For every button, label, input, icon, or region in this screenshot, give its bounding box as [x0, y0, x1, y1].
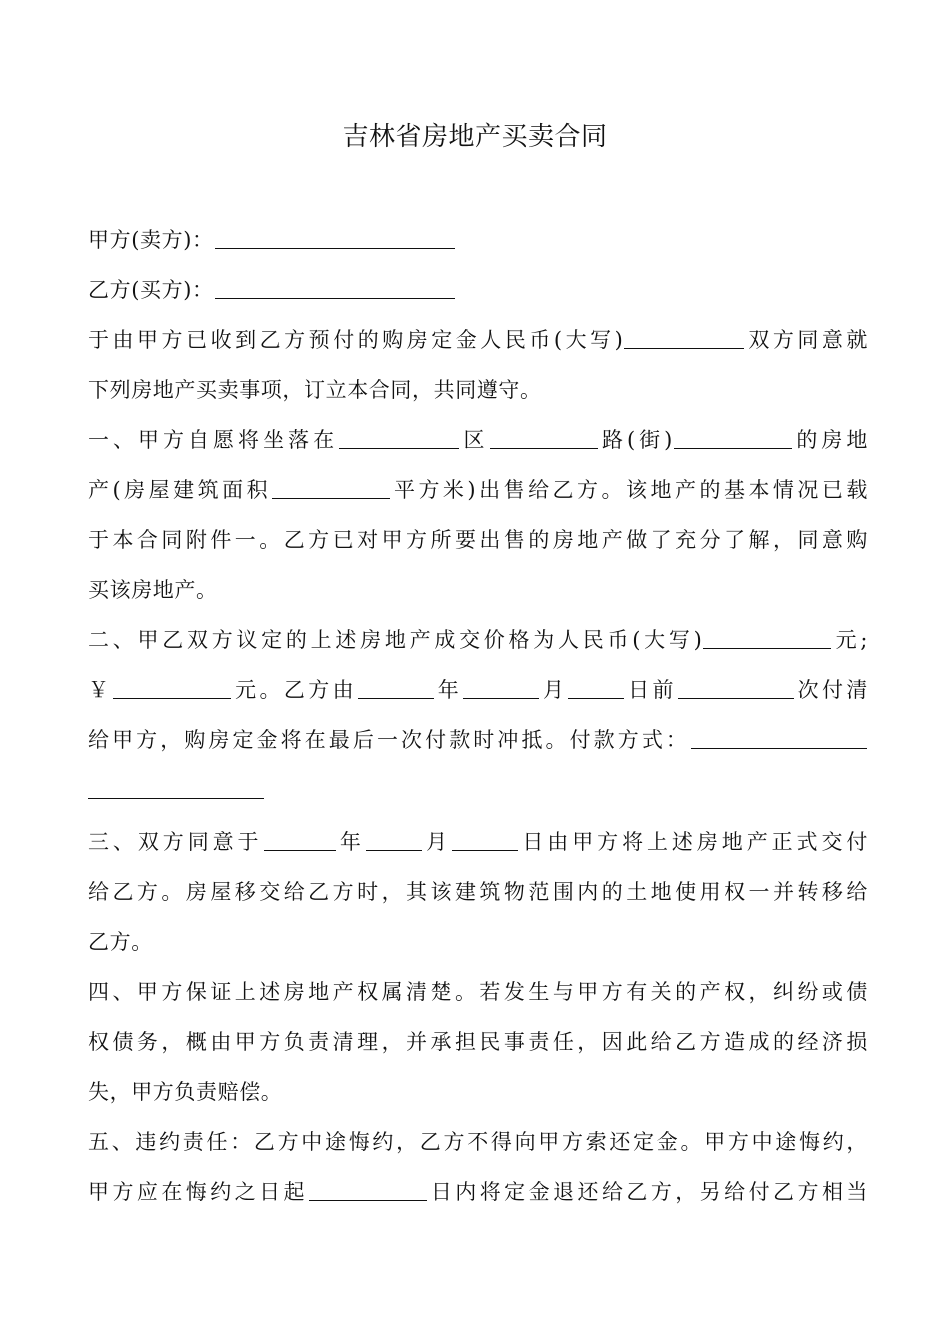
pay-month-blank: [463, 676, 539, 699]
clause4-line-1: [88, 967, 868, 1017]
clause5-line-1: [88, 1117, 868, 1167]
clause1-line-1: [88, 415, 868, 465]
deposit-amount-blank: [624, 326, 744, 349]
clause4-line-2: [88, 1017, 868, 1067]
installments-blank: [678, 676, 794, 699]
clause3-text-1a: 三、双方同意于: [88, 830, 263, 854]
payment-method-blank-continued: [88, 776, 264, 799]
clause1-line-3: [88, 515, 868, 565]
party-a-blank: [215, 226, 455, 249]
area-blank: [272, 476, 390, 499]
clause5-text-2b: 日内将定金退还给乙方，另给付乙方相当: [428, 1180, 868, 1204]
party-b-line: [88, 265, 868, 315]
pay-day-blank: [568, 676, 624, 699]
clause4-text-2: 权债务，概由甲方负责清理，并承担民事责任，因此给乙方造成的经济损: [88, 1030, 868, 1054]
clause5-text-1: 五、违约责任：乙方中途悔约，乙方不得向甲方索还定金。甲方中途悔约，: [88, 1130, 868, 1154]
intro-line-1: [88, 315, 868, 365]
clause4-text-1: 四、甲方保证上述房地产权属清楚。若发生与甲方有关的产权，纠纷或债: [88, 980, 868, 1004]
clause2-text-2b: 元。乙方由: [232, 678, 358, 702]
clause1-text-1b: 区: [460, 428, 489, 452]
price-words-blank: [703, 626, 831, 649]
clause3-text-1b: 年: [336, 830, 365, 854]
clause3-line-1: [88, 817, 868, 867]
intro-text-2: 下列房地产买卖事项，订立本合同，共同遵守。: [88, 378, 542, 402]
clause4-text-3: 失，甲方负责赔偿。: [88, 1080, 283, 1104]
clause2-line-3: [88, 715, 868, 765]
yuan-sign: ￥: [88, 678, 113, 702]
clause5-text-2a: 甲方应在悔约之日起: [88, 1180, 308, 1204]
number-blank: [674, 426, 792, 449]
party-a-line: [88, 215, 868, 265]
clause2-text-1b: 元;: [832, 628, 869, 652]
clause2-text-2f: 次付清: [794, 678, 868, 702]
intro-text-1a: 于由甲方已收到乙方预付的购房定金人民币(大写): [88, 328, 624, 352]
clause2-text-1a: 二、甲乙双方议定的上述房地产成交价格为人民币(大写): [88, 628, 703, 652]
clause3-line-2: [88, 867, 868, 917]
document-title: 吉林省房地产买卖合同: [342, 122, 608, 152]
district-blank: [339, 426, 459, 449]
clause2-text-3: 给甲方，购房定金将在最后一次付款时冲抵。付款方式：: [88, 728, 690, 752]
intro-line-2: [88, 365, 868, 415]
clause2-text-2e: 日前: [625, 678, 677, 702]
pay-year-blank: [358, 676, 434, 699]
clause1-text-3: 于本合同附件一。乙方已对甲方所要出售的房地产做了充分了解，同意购: [88, 528, 868, 552]
party-a-label: 甲方(卖方)：: [88, 228, 214, 252]
clause3-text-1d: 日由甲方将上述房地产正式交付: [519, 830, 869, 854]
intro-text-1b: 双方同意就: [745, 328, 869, 352]
clause1-text-1c: 路(街): [598, 428, 673, 452]
price-figures-blank: [113, 676, 231, 699]
contract-body: [88, 215, 868, 1217]
payment-method-blank: [691, 726, 867, 749]
delivery-month-blank: [366, 828, 422, 851]
clause3-text-3: 乙方。: [88, 930, 153, 954]
clause1-line-4: [88, 565, 868, 615]
clause1-text-2b: 平方米)出售给乙方。该地产的基本情况已载: [391, 478, 868, 502]
clause2-text-2d: 月: [540, 678, 568, 702]
road-blank: [490, 426, 598, 449]
clause1-text-1d: 的房地: [792, 428, 868, 452]
delivery-day-blank: [452, 828, 518, 851]
clause3-text-1c: 月: [422, 830, 452, 854]
clause2-text-2c: 年: [435, 678, 463, 702]
party-b-blank: [215, 276, 455, 299]
clause1-text-1a: 一、甲方自愿将坐落在: [88, 428, 339, 452]
clause1-text-4: 买该房地产。: [88, 578, 218, 602]
clause3-line-3: [88, 917, 868, 967]
clause2-line-1: [88, 615, 868, 665]
delivery-year-blank: [264, 828, 336, 851]
clause2-line-2: [88, 665, 868, 715]
clause2-line-4: [88, 765, 868, 815]
clause3-text-2: 给乙方。房屋移交给乙方时，其该建筑物范围内的土地使用权一并转移给: [88, 880, 868, 904]
clause4-line-3: [88, 1067, 868, 1117]
refund-days-blank: [309, 1178, 427, 1201]
clause5-line-2: [88, 1167, 868, 1217]
clause1-text-2a: 产(房屋建筑面积: [88, 478, 272, 502]
party-b-label: 乙方(买方)：: [88, 278, 214, 302]
clause1-line-2: [88, 465, 868, 515]
